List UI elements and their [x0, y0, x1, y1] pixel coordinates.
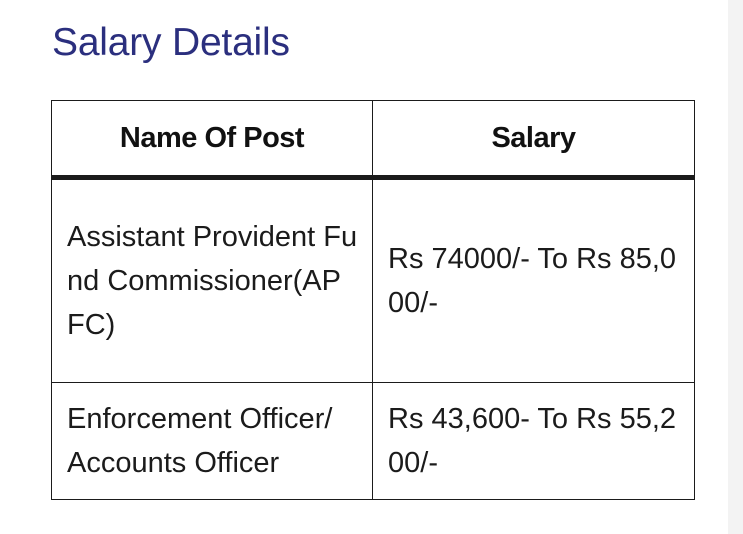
page-margin — [728, 0, 743, 534]
table-header-row — [52, 101, 695, 178]
column-header-post: Name Of Post — [52, 101, 373, 178]
post-name-cell: Enforcement Officer/ Accounts Officer — [52, 383, 373, 500]
salary-cell: Rs 74000/- To Rs 85,000/- — [373, 178, 695, 383]
page-title: Salary Details — [52, 21, 290, 64]
salary-cell: Rs 43,600- To Rs 55,200/- — [373, 383, 695, 500]
table-row — [52, 178, 695, 383]
salary-table — [51, 100, 695, 500]
post-name-cell: Assistant Provident Fund Commissioner(APFC) — [52, 178, 373, 383]
column-header-salary: Salary — [373, 101, 695, 178]
table-row — [52, 383, 695, 500]
